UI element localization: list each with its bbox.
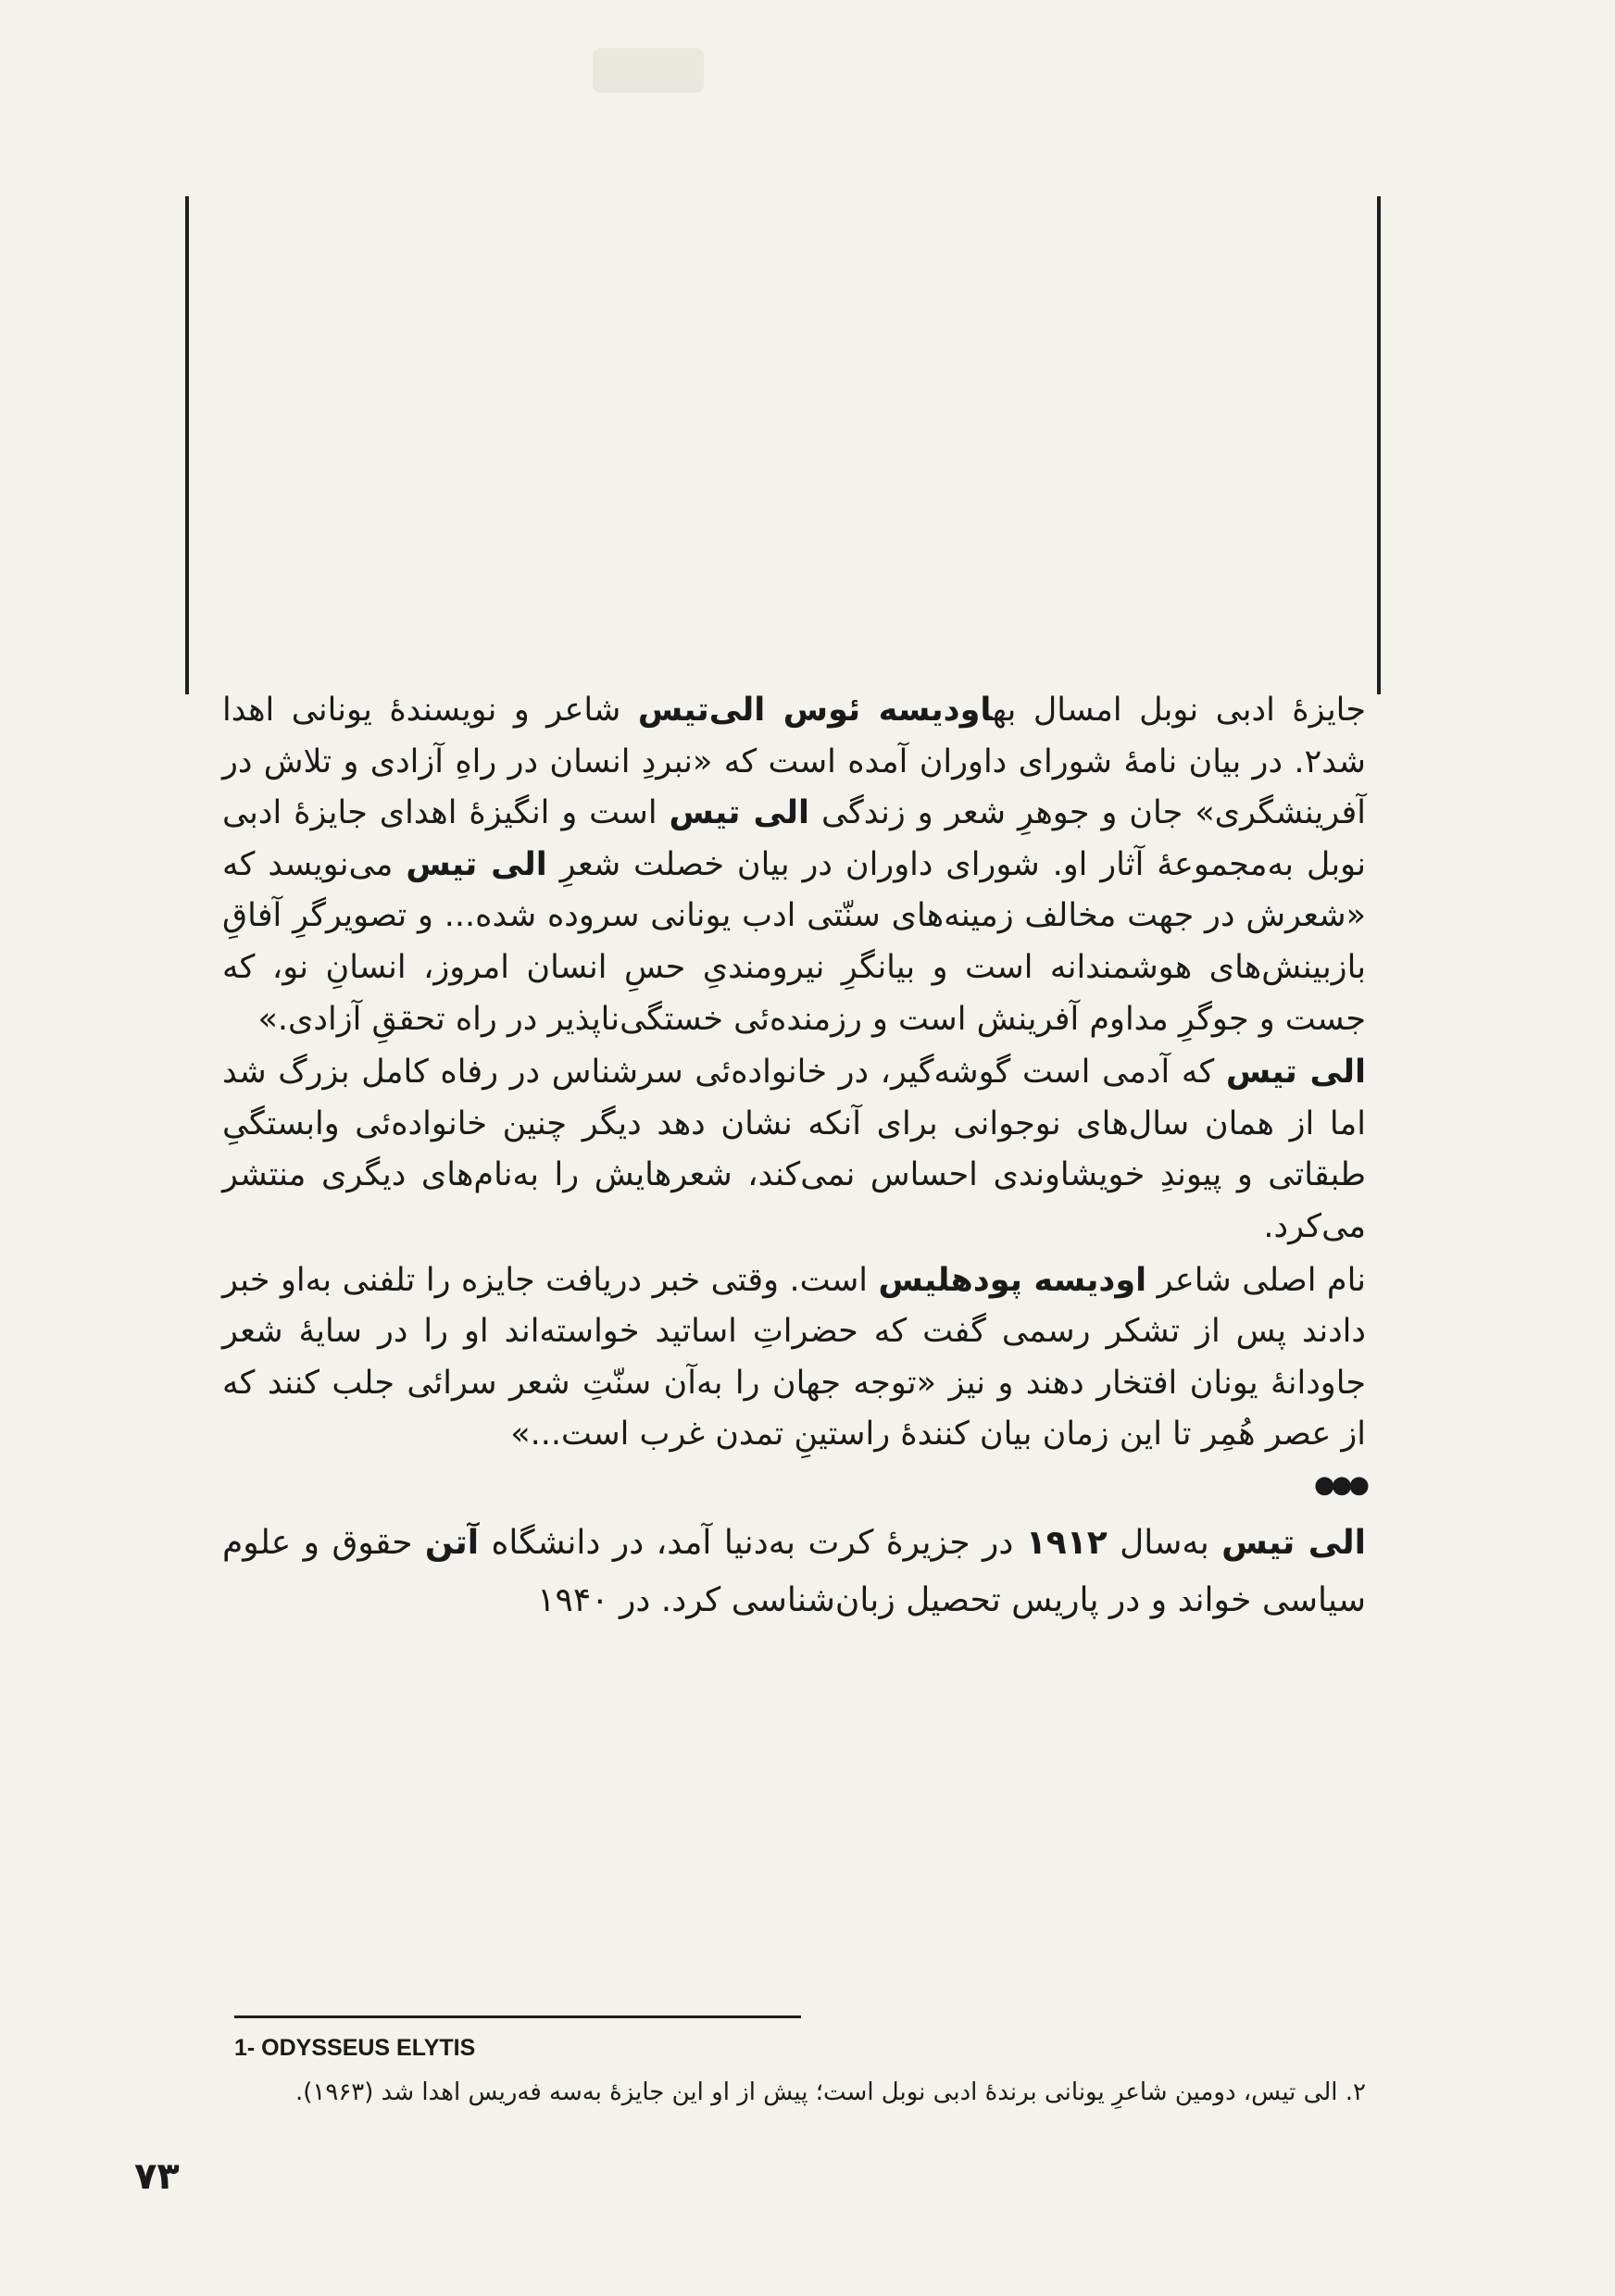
paragraph-3 (222, 1255, 1366, 1461)
section-separator: ●●● (1313, 1470, 1366, 1499)
paragraph-3-bold-name: اودیسه پودهلیس (878, 1261, 1147, 1299)
right-vertical-rule (1377, 196, 1381, 694)
page-number: ۷۳ (134, 2155, 180, 2198)
paragraph-1-text: جایزهٔ ادبی نوبل امسال به (992, 692, 1366, 729)
footnote-2: ۲. الی تیس، دومین شاعرِ یونانی برندهٔ ادبی نوبل است؛ پیش از او این جایزهٔ به‌سه فه‌ریس اهدا شد (۱۹۶۳). (294, 2078, 1366, 2106)
footnote-rule (234, 2015, 801, 2018)
paragraph-1-text: می‌نویسد که «شعرش در جهت مخالف زمینه‌های سنّتی ادب یونانی سروده شده... و تصویرگرِ آفاقِ بازبینش‌های هوشمندانه است و بیانگرِ نیرومندیِ حسِ انسان امروز، انسانِ نو، که جست و جوگرِ مداوم آفرینش است و رزمنده‌ئی خستگی‌ناپذیر در راه تحققِ آزادی.» (222, 845, 1366, 1038)
paragraph-1-text: است و انگیزهٔ اهدای جایزهٔ ادبی نوبل به‌مجموعهٔ آثار او. شورای داوران در بیان خصلت شعرِ (222, 794, 1366, 883)
paragraph-3-text: است. وقتی خبر دریافت جایزه را تلفنی به‌او خبر دادند پس از تشکر رسمی گفت که حضراتِ اساتید خواسته‌اند او را در سایهٔ شعر جاودانهٔ یونان افتخار دهند و نیز «توجه جهان را به‌آن سنّتِ شعر سرائی جلب کنند که از عصر هُمِر تا این زمان بیان کنندهٔ راستینِ تمدن غرب است...» (222, 1261, 1366, 1454)
paragraph-1-text: شاعر و نویسندهٔ یونانی اهدا شد۲. در بیان نامهٔ شورای داوران آمده است که «نبردِ انسان در راهِ آزادی و تلاش در آفرینشگری» جان و جوهرِ شعر و زندگی (222, 692, 1366, 832)
closing-text: به‌سال (1107, 1523, 1222, 1562)
paragraph-2 (222, 1047, 1366, 1253)
paragraph-1-bold-name: الی تیس (406, 845, 547, 883)
paragraph-1-bold-name: اودیسه ئوس الی‌تیس (637, 692, 993, 729)
left-vertical-rule (185, 196, 189, 694)
closing-text: حقوق و علوم سیاسی خواند و در پاریس تحصیل زبان‌شناسی کرد. در ۱۹۴۰ (222, 1523, 1366, 1619)
paragraph-1 (222, 685, 1366, 1045)
paragraph-2-text: که آدمی است گوشه‌گیر، در خانواده‌ئی سرشناس در رفاه کامل بزرگ شد اما از همان سال‌های نوجوانی برای آنکه نشان دهد دیگر چنین خانواده‌ئی وابستگیِ طبقاتی و پیوندِ خویشاوندی احساس نمی‌کند، شعرهایش را به‌نام‌های دیگری منتشر می‌کرد. (222, 1054, 1366, 1245)
paragraph-1-bold-name: الی تیس (669, 794, 809, 832)
article-body (222, 685, 1366, 1629)
footnote-1: 1- ODYSSEUS ELYTIS (234, 2035, 476, 2061)
paragraph-2-bold-name: الی تیس (1225, 1054, 1367, 1092)
closing-paragraph (222, 1515, 1366, 1629)
bleed-through-mark (593, 48, 704, 93)
closing-bold-name: آتن (424, 1523, 480, 1562)
closing-bold-name: ۱۹۱۲ (1025, 1523, 1108, 1562)
closing-bold-name: الی تیس (1221, 1523, 1367, 1562)
paragraph-3-text: نام اصلی شاعر (1146, 1261, 1367, 1299)
closing-text: در جزیرهٔ کرت به‌دنیا آمد، در دانشگاه (479, 1523, 1026, 1562)
